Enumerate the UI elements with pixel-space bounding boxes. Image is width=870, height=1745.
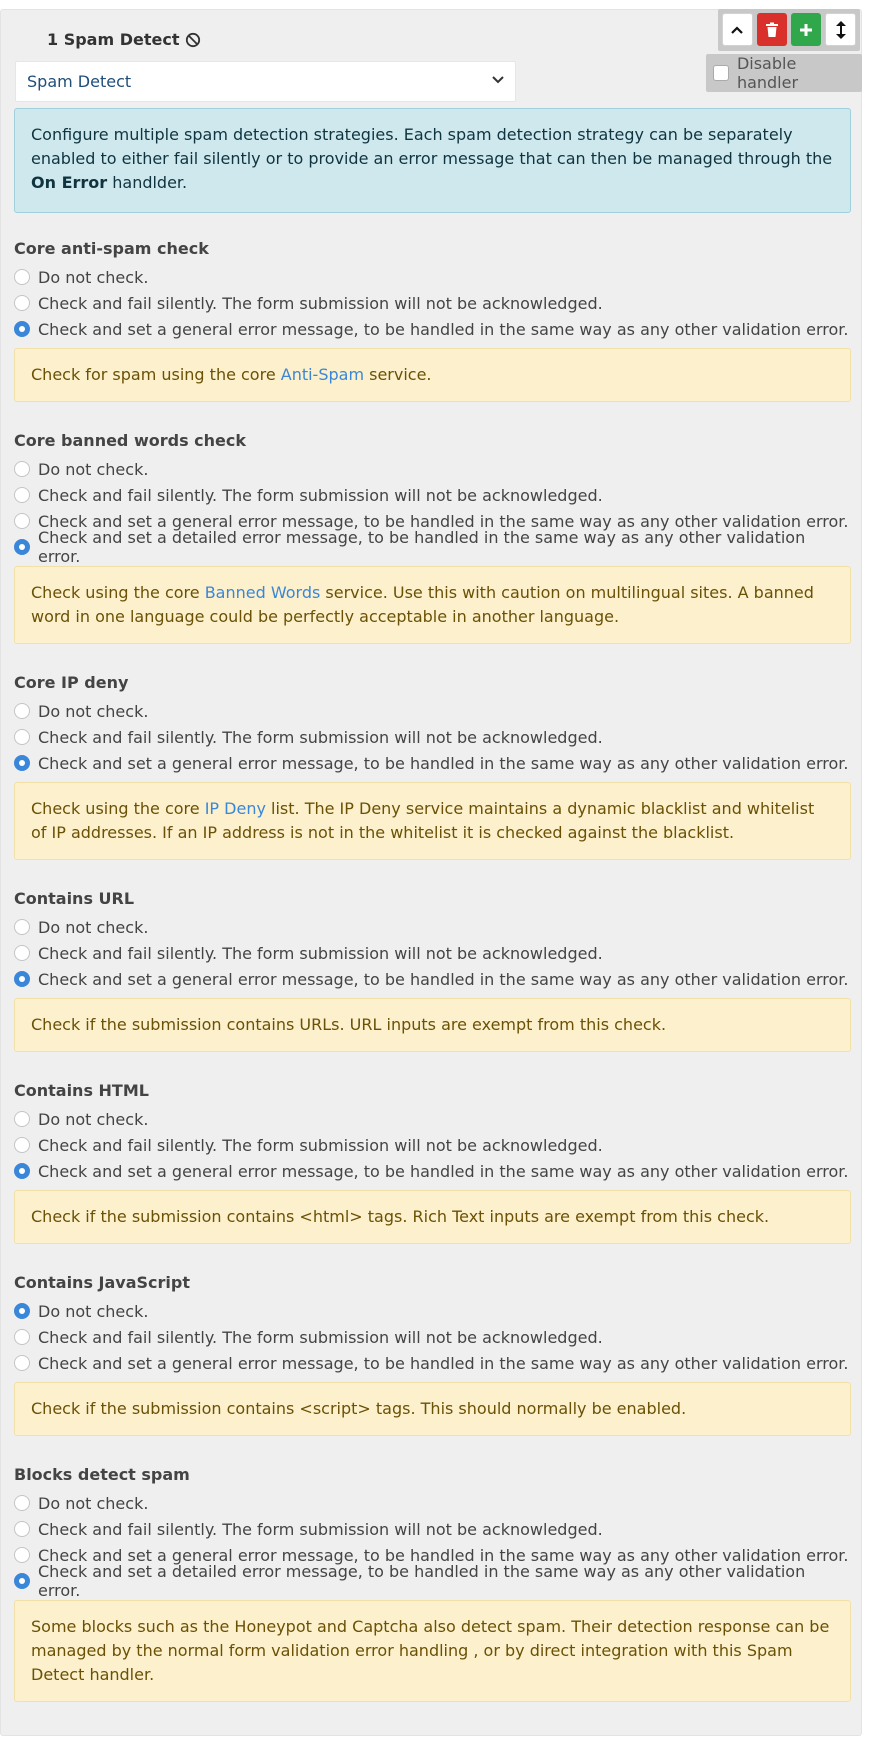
radio-label: Check and set a general error message, to be handled in the same way as any other validation error. — [38, 1161, 849, 1181]
note-text-after: service. — [364, 365, 432, 384]
disable-handler-label: Disable handler — [736, 54, 799, 92]
section-help-note — [14, 998, 851, 1052]
radio-label: Do not check. — [38, 1109, 149, 1129]
radio-label: Do not check. — [38, 701, 149, 721]
section-help-note — [14, 1600, 851, 1702]
section-help-note — [14, 1382, 851, 1436]
radio-option-detailed[interactable] — [14, 528, 851, 566]
note-text: Some blocks such as the Honeypot and Captcha also detect spam. Their detection response can be managed by the normal form validation error handling , or by direct integration with this Spam Detect handler. — [31, 1617, 830, 1684]
radio-button[interactable] — [14, 1495, 30, 1511]
radio-option-general[interactable] — [14, 1350, 851, 1376]
section-help-note — [14, 348, 851, 402]
radio-option-silent[interactable] — [14, 482, 851, 508]
radio-option-none[interactable] — [14, 1298, 851, 1324]
radio-button[interactable] — [14, 703, 30, 719]
radio-button[interactable] — [14, 971, 30, 987]
radio-label: Check and set a general error message, to be handled in the same way as any other validation error. — [38, 969, 849, 989]
note-text: Check using the core — [31, 799, 205, 818]
radio-group — [14, 456, 851, 566]
section-title: Contains HTML — [14, 1081, 149, 1100]
radio-button[interactable] — [14, 539, 30, 555]
info-alert — [14, 108, 851, 213]
note-text: Check for spam using the core — [31, 365, 281, 384]
radio-option-silent[interactable] — [14, 724, 851, 750]
radio-option-none[interactable] — [14, 456, 851, 482]
radio-option-none[interactable] — [14, 264, 851, 290]
trash-icon — [765, 22, 779, 38]
radio-label: Check and set a general error message, to be handled in the same way as any other validation error. — [38, 753, 849, 773]
note-text-after: service. Use this with caution on multilingual sites. A banned word in one language could be perfectly acceptable in another language. — [31, 583, 814, 626]
add-handler-button[interactable] — [791, 13, 821, 46]
chevron-down-icon — [491, 73, 505, 87]
radio-option-silent[interactable] — [14, 1516, 851, 1542]
radio-group — [14, 1490, 851, 1600]
radio-label: Check and fail silently. The form submission will not be acknowledged. — [38, 727, 603, 747]
radio-group — [14, 1298, 851, 1376]
radio-button[interactable] — [14, 1573, 30, 1589]
info-bold: On Error — [31, 173, 108, 192]
radio-option-general[interactable] — [14, 316, 851, 342]
radio-button[interactable] — [14, 513, 30, 529]
section-help-note — [14, 1190, 851, 1244]
radio-option-general[interactable] — [14, 966, 851, 992]
strategy-section — [14, 237, 851, 402]
radio-label: Check and set a general error message, to be handled in the same way as any other validation error. — [38, 1353, 849, 1373]
radio-label: Check and set a detailed error message, to be handled in the same way as any other validation error. — [38, 1562, 806, 1600]
handler-type-select[interactable] — [15, 61, 516, 102]
radio-button[interactable] — [14, 1137, 30, 1153]
strategy-section — [14, 887, 851, 1052]
radio-label: Check and set a general error message, to be handled in the same way as any other validation error. — [38, 319, 849, 339]
move-up-button[interactable] — [722, 13, 753, 46]
radio-label: Check and set a detailed error message, to be handled in the same way as any other validation error. — [38, 528, 806, 566]
note-text: Check if the submission contains <script> tags. This should normally be enabled. — [31, 1399, 687, 1418]
radio-label: Check and fail silently. The form submission will not be acknowledged. — [38, 943, 603, 963]
radio-button[interactable] — [14, 295, 30, 311]
radio-button[interactable] — [14, 1303, 30, 1319]
radio-button[interactable] — [14, 1329, 30, 1345]
note-text-after: list. The IP Deny service maintains a dynamic blacklist and whitelist of IP addresses. If an IP address is not in the whitelist it is checked against the blacklist. — [31, 799, 815, 842]
plus-icon — [799, 23, 813, 37]
section-title: Blocks detect spam — [14, 1465, 190, 1484]
strategy-section — [14, 1271, 851, 1436]
radio-button[interactable] — [14, 1547, 30, 1563]
note-text: Check using the core — [31, 583, 205, 602]
radio-option-none[interactable] — [14, 1106, 851, 1132]
radio-label: Check and fail silently. The form submission will not be acknowledged. — [38, 293, 603, 313]
radio-button[interactable] — [14, 1355, 30, 1371]
radio-option-silent[interactable] — [14, 940, 851, 966]
radio-option-none[interactable] — [14, 1490, 851, 1516]
strategy-section — [14, 671, 851, 860]
radio-label: Check and set a general error message, to be handled in the same way as any other validation error. — [38, 511, 849, 531]
section-title: Contains JavaScript — [14, 1273, 190, 1292]
radio-button[interactable] — [14, 1521, 30, 1537]
radio-label: Check and fail silently. The form submission will not be acknowledged. — [38, 1327, 603, 1347]
radio-option-none[interactable] — [14, 698, 851, 724]
radio-option-silent[interactable] — [14, 1324, 851, 1350]
radio-button[interactable] — [14, 321, 30, 337]
section-help-note — [14, 782, 851, 860]
disable-handler-checkbox[interactable] — [713, 65, 729, 81]
section-title: Core IP deny — [14, 673, 129, 692]
radio-option-none[interactable] — [14, 914, 851, 940]
radio-button[interactable] — [14, 461, 30, 477]
section-title: Core banned words check — [14, 431, 247, 450]
arrows-vertical-icon — [835, 21, 847, 39]
section-title: Contains URL — [14, 889, 135, 908]
radio-label: Check and fail silently. The form submission will not be acknowledged. — [38, 1519, 603, 1539]
chevron-up-icon — [730, 23, 744, 37]
radio-option-general[interactable] — [14, 1158, 851, 1184]
radio-option-silent[interactable] — [14, 290, 851, 316]
note-text: Check if the submission contains URLs. URL inputs are exempt from this check. — [31, 1015, 667, 1034]
radio-option-silent[interactable] — [14, 1132, 851, 1158]
radio-button[interactable] — [14, 945, 30, 961]
radio-label: Do not check. — [38, 1301, 149, 1321]
radio-group — [14, 1106, 851, 1184]
disable-handler-toggle[interactable] — [706, 54, 862, 92]
radio-label: Check and fail silently. The form submission will not be acknowledged. — [38, 1135, 603, 1155]
radio-label: Check and set a general error message, to be handled in the same way as any other validation error. — [38, 1545, 849, 1565]
radio-label: Do not check. — [38, 459, 149, 479]
radio-label: Check and fail silently. The form submission will not be acknowledged. — [38, 485, 603, 505]
radio-label: Do not check. — [38, 267, 149, 287]
radio-button[interactable] — [14, 1111, 30, 1127]
note-text: Check if the submission contains <html> tags. Rich Text inputs are exempt from this check. — [31, 1207, 770, 1226]
radio-group — [14, 698, 851, 776]
radio-label: Do not check. — [38, 917, 149, 937]
info-text-after: handlder. — [107, 173, 188, 192]
radio-option-detailed[interactable] — [14, 1562, 851, 1600]
handler-title — [47, 30, 201, 49]
radio-option-general[interactable] — [14, 750, 851, 776]
section-title: Core anti-spam check — [14, 239, 209, 258]
note-link[interactable]: Anti-Spam — [280, 365, 365, 384]
radio-button[interactable] — [14, 755, 30, 771]
radio-button[interactable] — [14, 729, 30, 745]
strategy-section — [14, 1079, 851, 1244]
radio-button[interactable] — [14, 269, 30, 285]
strategy-section — [14, 429, 851, 644]
radio-button[interactable] — [14, 487, 30, 503]
strategy-section — [14, 1463, 851, 1702]
delete-handler-button[interactable] — [757, 13, 787, 46]
note-link[interactable]: Banned Words — [204, 583, 321, 602]
handler-action-buttons — [718, 9, 860, 51]
ban-icon — [185, 32, 201, 48]
radio-label: Do not check. — [38, 1493, 149, 1513]
note-link[interactable]: IP Deny — [204, 799, 266, 818]
radio-group — [14, 264, 851, 342]
radio-button[interactable] — [14, 919, 30, 935]
handler-type-select-value: Spam Detect — [27, 72, 132, 91]
radio-group — [14, 914, 851, 992]
info-text-before: Configure multiple spam detection strategies. Each spam detection strategy can be separately enabled to either fail silently or to provide an error message that can then be managed through the — [31, 125, 833, 168]
section-help-note — [14, 566, 851, 644]
drag-handle-button[interactable] — [825, 13, 856, 46]
radio-button[interactable] — [14, 1163, 30, 1179]
handler-title-text: 1 Spam Detect — [47, 30, 180, 49]
